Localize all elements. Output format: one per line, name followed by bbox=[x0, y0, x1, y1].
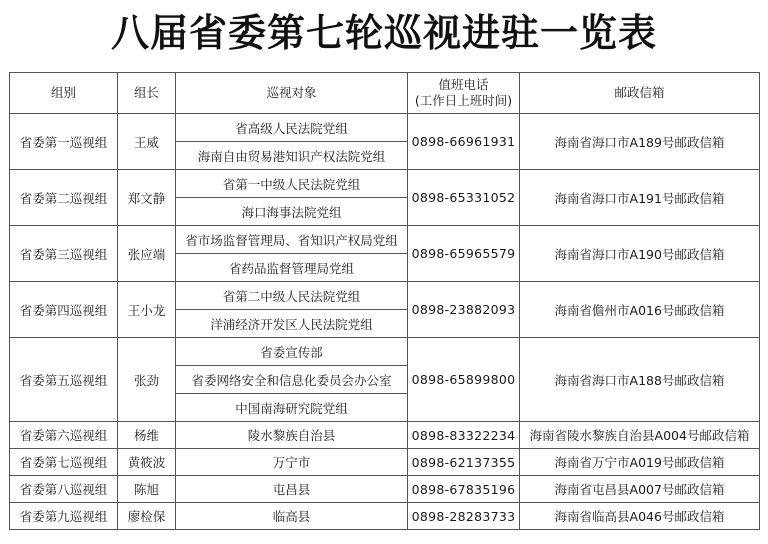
leader-cell: 王小龙 bbox=[118, 282, 176, 338]
mail-cell: 海南省海口市A191号邮政信箱 bbox=[520, 170, 760, 226]
target-cell: 海南自由贸易港知识产权法院党组 bbox=[176, 142, 408, 170]
target-cell: 省委网络安全和信息化委员会办公室 bbox=[176, 366, 408, 394]
target-cell: 省药品监督管理局党组 bbox=[176, 254, 408, 282]
leader-cell: 张劲 bbox=[118, 338, 176, 422]
phone-cell: 0898-65331052 bbox=[408, 170, 520, 226]
phone-cell: 0898-65899800 bbox=[408, 338, 520, 422]
group-cell: 省委第四巡视组 bbox=[10, 282, 118, 338]
phone-cell: 0898-62137355 bbox=[408, 449, 520, 476]
header-row bbox=[10, 73, 760, 114]
target-cell: 临高县 bbox=[176, 503, 408, 530]
page-title: 八届省委第七轮巡视进驻一览表 bbox=[110, 11, 657, 55]
header-mail: 邮政信箱 bbox=[520, 73, 760, 114]
table-row bbox=[10, 422, 760, 449]
table-row bbox=[10, 170, 760, 198]
group-cell: 省委第二巡视组 bbox=[10, 170, 118, 226]
header-target: 巡视对象 bbox=[176, 73, 408, 114]
mail-cell: 海南省陵水黎族自治县A004号邮政信箱 bbox=[520, 422, 760, 449]
target-cell: 省第二中级人民法院党组 bbox=[176, 282, 408, 310]
table-row bbox=[10, 338, 760, 366]
group-cell: 省委第三巡视组 bbox=[10, 226, 118, 282]
target-cell: 省委宣传部 bbox=[176, 338, 408, 366]
mail-cell: 海南省临高县A046号邮政信箱 bbox=[520, 503, 760, 530]
table-row bbox=[10, 114, 760, 142]
mail-cell: 海南省儋州市A016号邮政信箱 bbox=[520, 282, 760, 338]
table-row bbox=[10, 503, 760, 530]
leader-cell: 王威 bbox=[118, 114, 176, 170]
group-cell: 省委第六巡视组 bbox=[10, 422, 118, 449]
inspection-table bbox=[9, 72, 760, 530]
mail-cell: 海南省屯昌县A007号邮政信箱 bbox=[520, 476, 760, 503]
phone-cell: 0898-65965579 bbox=[408, 226, 520, 282]
header-group: 组别 bbox=[10, 73, 118, 114]
group-cell: 省委第九巡视组 bbox=[10, 503, 118, 530]
header-phone-line1: 值班电话 bbox=[438, 77, 489, 92]
phone-cell: 0898-23882093 bbox=[408, 282, 520, 338]
phone-cell: 0898-66961931 bbox=[408, 114, 520, 170]
target-cell: 洋浦经济开发区人民法院党组 bbox=[176, 310, 408, 338]
phone-cell: 0898-83322234 bbox=[408, 422, 520, 449]
header-phone-line2: (工作日上班时间) bbox=[414, 93, 513, 108]
target-cell: 万宁市 bbox=[176, 449, 408, 476]
group-cell: 省委第一巡视组 bbox=[10, 114, 118, 170]
table-row bbox=[10, 226, 760, 254]
target-cell: 中国南海研究院党组 bbox=[176, 394, 408, 422]
leader-cell: 张应端 bbox=[118, 226, 176, 282]
header-phone bbox=[408, 73, 520, 114]
target-cell: 屯昌县 bbox=[176, 476, 408, 503]
leader-cell: 杨维 bbox=[118, 422, 176, 449]
leader-cell: 黄筱波 bbox=[118, 449, 176, 476]
leader-cell: 郑文静 bbox=[118, 170, 176, 226]
mail-cell: 海南省海口市A190号邮政信箱 bbox=[520, 226, 760, 282]
group-cell: 省委第五巡视组 bbox=[10, 338, 118, 422]
target-cell: 陵水黎族自治县 bbox=[176, 422, 408, 449]
leader-cell: 陈旭 bbox=[118, 476, 176, 503]
table-row bbox=[10, 449, 760, 476]
leader-cell: 廖检保 bbox=[118, 503, 176, 530]
table-row bbox=[10, 282, 760, 310]
target-cell: 海口海事法院党组 bbox=[176, 198, 408, 226]
phone-cell: 0898-28283733 bbox=[408, 503, 520, 530]
header-leader: 组长 bbox=[118, 73, 176, 114]
mail-cell: 海南省海口市A189号邮政信箱 bbox=[520, 114, 760, 170]
mail-cell: 海南省万宁市A019号邮政信箱 bbox=[520, 449, 760, 476]
target-cell: 省市场监督管理局、省知识产权局党组 bbox=[176, 226, 408, 254]
target-cell: 省第一中级人民法院党组 bbox=[176, 170, 408, 198]
group-cell: 省委第八巡视组 bbox=[10, 476, 118, 503]
phone-cell: 0898-67835196 bbox=[408, 476, 520, 503]
table-row bbox=[10, 476, 760, 503]
group-cell: 省委第七巡视组 bbox=[10, 449, 118, 476]
mail-cell: 海南省海口市A188号邮政信箱 bbox=[520, 338, 760, 422]
target-cell: 省高级人民法院党组 bbox=[176, 114, 408, 142]
